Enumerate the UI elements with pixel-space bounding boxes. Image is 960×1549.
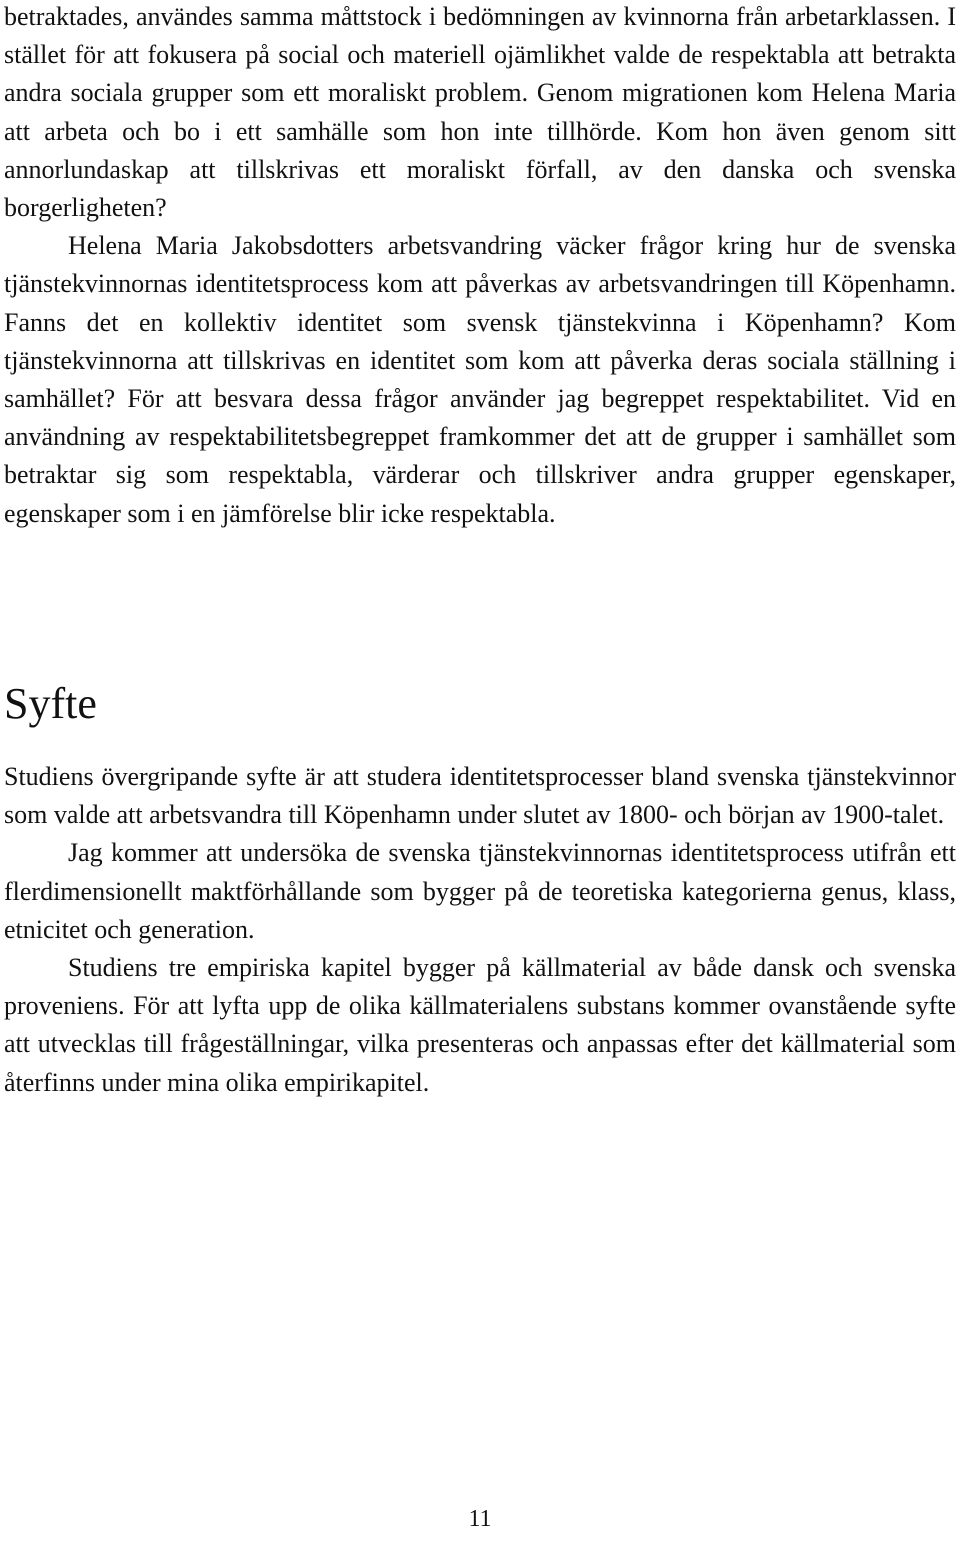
page-number: 11 [468, 1506, 492, 1532]
paragraph: Studiens tre empiriska kapitel bygger på källmaterial av både dansk och svenska proveniens. För att lyfta upp de olika källmaterialens substans kommer ovanstående syfte att utvecklas till frågeställningar, vilka presenteras och anpassas efter det källmaterial som återfinns under mina olika empirikapitel. [4, 953, 956, 1097]
paragraph: Studiens övergripande syfte är att studera identitetsprocesser bland svenska tjänstekvinnor som valde att arbetsvandra till Köpenhamn under slutet av 1800- och början av 1900-talet. [4, 762, 956, 830]
section-heading: Syfte [4, 679, 97, 728]
paragraph: Jag kommer att undersöka de svenska tjänstekvinnornas identitetsprocess utifrån ett flerdimensionellt maktförhållande som bygger på de teoretiska kategorierna genus, klass, etnicitet och generation. [4, 838, 956, 944]
body-text-top [4, 0, 956, 533]
section-body [4, 758, 956, 1102]
paragraph: betraktades, användes samma måttstock i bedömningen av kvinnorna från arbetarklassen. I stället för att fokusera på social och materiell ojämlikhet valde de respektabla att betrakta andra sociala grupper som ett moraliskt problem. Genom migrationen kom Helena Maria att arbeta och bo i ett samhälle som hon inte tillhörde. Kom hon även genom sitt annorlundaskap att tillskrivas ett moraliskt förfall, av den danska och svenska borgerligheten? [4, 2, 956, 223]
paragraph: Helena Maria Jakobsdotters arbetsvandring väcker frågor kring hur de svenska tjänstekvinnornas identitetsprocess kom att påverkas av arbetsvandringen till Köpenhamn. Fanns det en kollektiv identitet som svensk tjänstekvinna i Köpenhamn? Kom tjänstekvinnorna att tillskrivas en identitet som kom att påverka deras sociala ställning i samhället? För att besvara dessa frågor använder jag begreppet respektabilitet. Vid en användning av respektabilitetsbegreppet framkommer det att de grupper i samhället som betraktar sig som respektabla, värderar och tillskriver andra grupper egenskaper, egenskaper som i en jämförelse blir icke respektabla. [4, 231, 956, 528]
